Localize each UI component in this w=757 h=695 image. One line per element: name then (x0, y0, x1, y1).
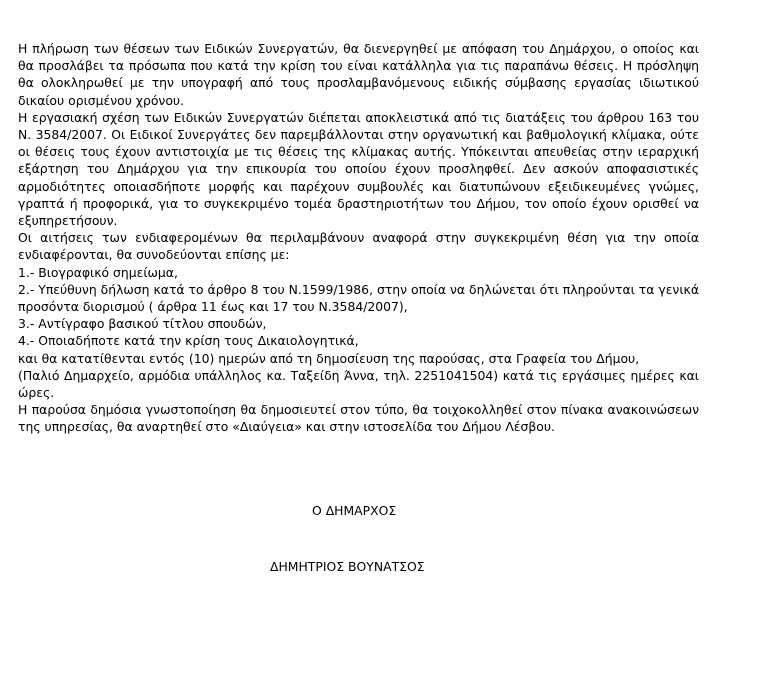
list-item-degree: 3.- Αντίγραφο βασικού τίτλου σπουδών, (18, 316, 267, 332)
signature-title: Ο ΔΗΜΑΡΧΟΣ (312, 503, 397, 518)
list-item-documents: 4.- Οποιαδήποτε κατά την κρίση τους Δικαιολογητικά, (18, 333, 359, 349)
list-item-cv: 1.- Βιογραφικό σημείωμα, (18, 264, 178, 280)
signature-name: ΔΗΜΗΤΡΙΟΣ ΒΟΥΝΑΤΣΟΣ (270, 559, 425, 574)
document-body (18, 40, 699, 436)
paragraph-appointment: Η πλήρωση των θέσεων των Ειδικών Συνεργατών, θα διενεργηθεί με απόφαση του Δημάρχου, ο οποίος και θα προσλάβει τα πρόσωπα που κατά την κρίση του είναι κατάλληλα για τις παραπάνω θέσεις. Η πρόσληψη θα ολοκληρωθεί με την υπογραφή από τους προσλαμβανόμενους ειδικής σύμβασης εργασίας ιδιωτικού δικαίου ορισμένου χρόνου. (18, 41, 699, 108)
paragraph-applications: Οι αιτήσεις των ενδιαφερομένων θα περιλαμβάνουν αναφορά στην συγκεκριμένη θέση για την οποία ενδιαφέρονται, θα συνοδεύονται επίσης με: (18, 230, 699, 263)
paragraph-office: (Παλιό Δημαρχείο, αρμόδια υπάλληλος κα. Ταξείδη Άννα, τηλ. 2251041504) κατά τις εργάσιμες ημέρες και ώρες. (18, 367, 699, 401)
list-item-declaration: 2.- Υπεύθυνη δήλωση κατά το άρθρο 8 του Ν.1599/1986, στην οποία να δηλώνεται ότι πληρούνται τα γενικά προσόντα διορισμού ( άρθρα 11 έως και 17 του Ν.3584/2007), (18, 281, 699, 315)
paragraph-submission: και θα κατατίθενται εντός (10) ημερών από τη δημοσίευση της παρούσας, στα Γραφεία του Δήμου, (18, 350, 640, 366)
paragraph-publication: Η παρούσα δημόσια γνωστοποίηση θα δημοσιευτεί στον τύπο, θα τοιχοκολληθεί στον πίνακα ανακοινώσεων της υπηρεσίας, θα αναρτηθεί στο «Διαύγεια» και στην ιστοσελίδα του Δήμου Λέσβου. (18, 402, 699, 435)
paragraph-employment-relation: Η εργασιακή σχέση των Ειδικών Συνεργατών διέπεται αποκλειστικά από τις διατάξεις του άρθρου 163 του Ν. 3584/2007. Οι Ειδικοί Συνεργάτες δεν παρεμβάλλονται στην οργανωτική και βαθμολογική κλίμακα, ούτε οι θέσεις τους έχουν αντιστοιχία με τις θέσεις της κλίμακας αυτής. Υπόκεινται απευθείας στην ιεραρχική εξάρτηση του Δημάρχου για την επικουρία του οποίου έχουν προσληφθεί. Δεν ασκούν αποφασιστικές αρμοδιότητες οποιασδήποτε μορφής και παρέχουν συμβουλές και διατυπώνουν εξειδικευμένες γνώμες, γραπτά ή προφορικά, για το συγκεκριμένο τομέα δραστηριοτήτων του Δήμου, τον οποίο έχουν ορισθεί να εξυπηρετήσουν. (18, 109, 699, 229)
